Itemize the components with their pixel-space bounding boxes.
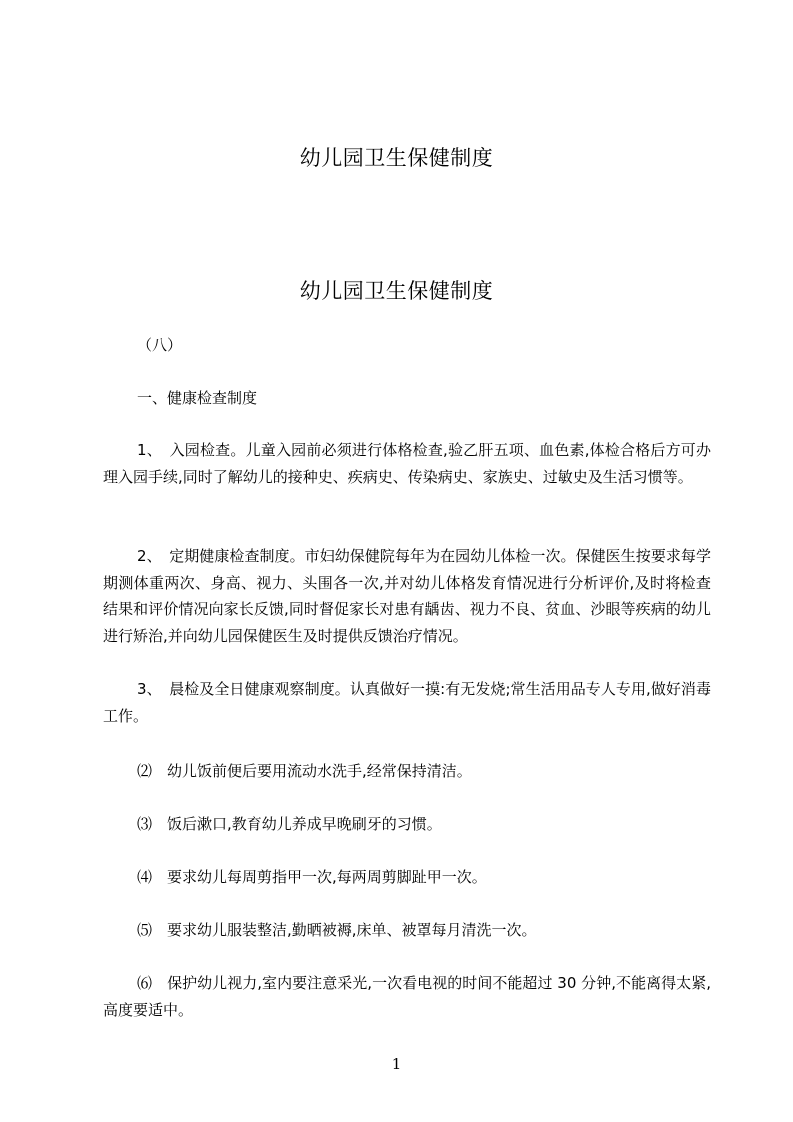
section-heading: 一、健康检查制度 bbox=[137, 389, 258, 407]
paragraph-sub-6: ⑹ 保护幼儿视力,室内要注意采光,一次看电视的时间不能超过 30 分钟,不能离得太紧,高度要适中。 bbox=[103, 974, 711, 1019]
document-title: 幼儿园卫生保健制度 bbox=[299, 279, 494, 303]
paragraph-sub-3: ⑶ 饭后漱口,教育幼儿养成早晚刷牙的习惯。 bbox=[137, 815, 442, 833]
header-title: 幼儿园卫生保健制度 bbox=[299, 146, 494, 170]
paragraph-item-3: 3、 晨检及全日健康观察制度。认真做好一摸:有无发烧;常生活用品专人专用,做好消毒工作。 bbox=[103, 680, 711, 725]
paragraph-sub-4: ⑷ 要求幼儿每周剪指甲一次,每两周剪脚趾甲一次。 bbox=[137, 868, 487, 886]
paragraph-sub-5: ⑸ 要求幼儿服装整洁,勤晒被褥,床单、被罩每月清洗一次。 bbox=[137, 921, 537, 939]
page-number: 1 bbox=[391, 1055, 402, 1073]
section-label: （八） bbox=[137, 336, 183, 354]
paragraph-sub-2: ⑵ 幼儿饭前便后要用流动水洗手,经常保持清洁。 bbox=[137, 762, 472, 780]
paragraph-item-2: 2、 定期健康检查制度。市妇幼保健院每年为在园幼儿体检一次。保健医生按要求每学期测体重两次、身高、视力、头围各一次,并对幼儿体格发育情况进行分析评价,及时将检查结果和评价情况向家长反馈,同时督促家长对患有龋齿、视力不良、贫血、沙眼等疾病的幼儿进行矫治,并向幼儿园保健医生及时提供反馈治疗情况。 bbox=[103, 547, 711, 645]
paragraph-item-1: 1、 入园检查。儿童入园前必须进行体格检查,验乙肝五项、血色素,体检合格后方可办理入园手续,同时了解幼儿的接种史、疾病史、传染病史、家族史、过敏史及生活习惯等。 bbox=[103, 441, 711, 486]
